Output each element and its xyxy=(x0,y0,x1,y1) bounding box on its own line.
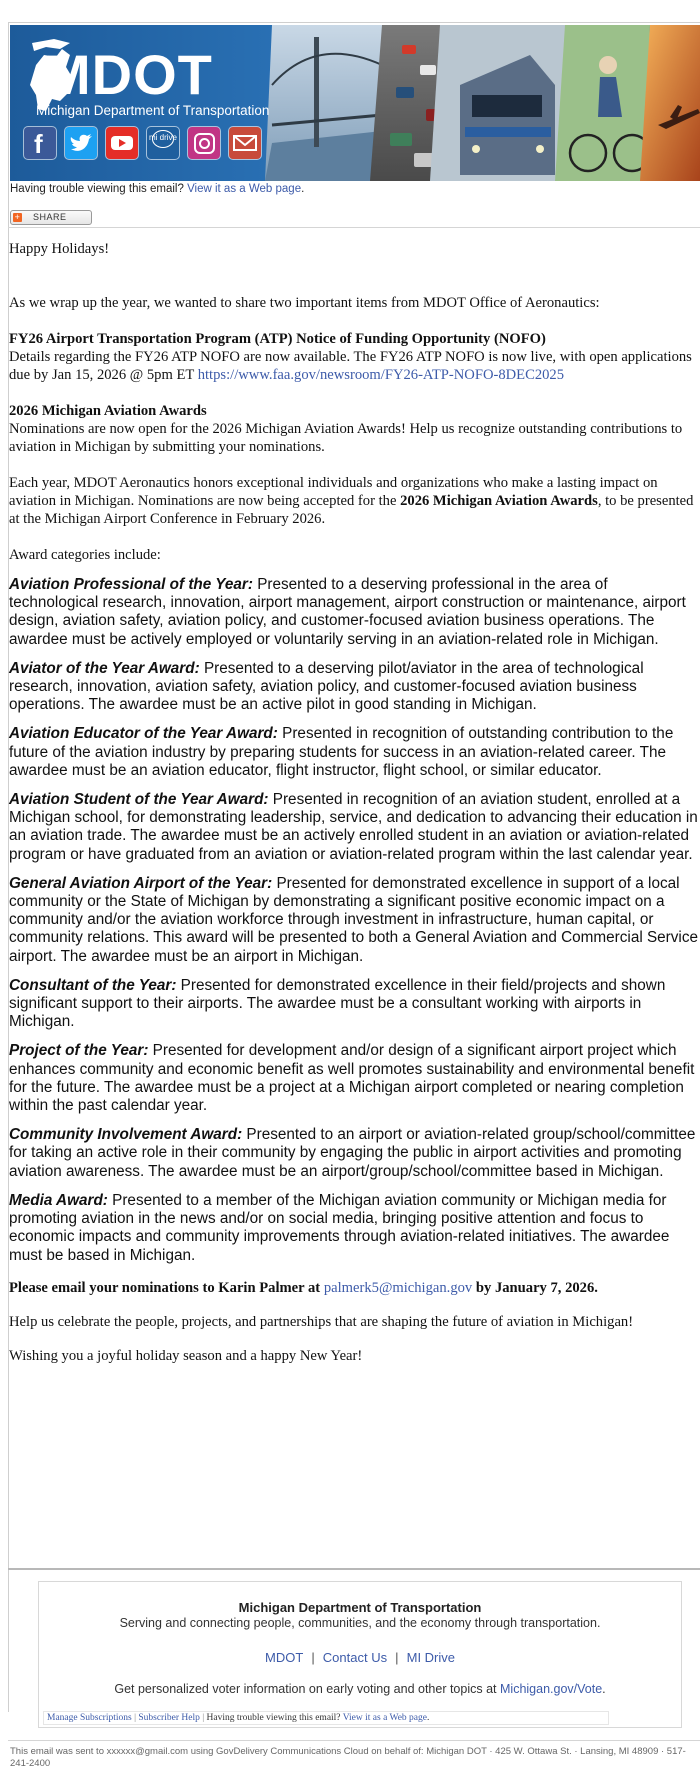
footer-org: Michigan Department of Transportation xyxy=(238,1600,482,1615)
nofo-text: Details regarding the FY26 ATP NOFO are now available. The FY26 ATP NOFO is now live, with open applications due by Jan 15, 2026 @ 5pm ET https://www.faa.gov/newsroom/FY26-ATP-NOFO-8DEC2025 xyxy=(9,349,692,383)
closing-text: Wishing you a joyful holiday season and a happy New Year! xyxy=(9,1347,363,1364)
intro-text: As we wrap up the year, we wanted to share two important items from MDOT Office of Aeronautics: xyxy=(9,295,600,311)
category-list xyxy=(9,576,699,1265)
category-item: General Aviation Airport of the Year: Presented for demonstrated excellence in support of a local community or the State of Michigan by demonstrating a significant positive economic impact on a community and/or the aviation workforce through investment in infrastructure, human capital, or community relations. This award will be presented to both a General Aviation and Commercial Service airport. The awardee must be an airport in Michigan. xyxy=(9,874,698,965)
facebook-icon[interactable]: f xyxy=(24,127,56,159)
view-web-page-link[interactable]: View it as a Web page xyxy=(187,183,302,195)
mdot-subtitle: Michigan Department of Transportation xyxy=(36,103,270,118)
divider xyxy=(8,227,700,228)
footer-web-page-link[interactable]: View it as a Web page xyxy=(342,1713,427,1723)
subscriber-help-link[interactable]: Subscriber Help xyxy=(138,1713,200,1723)
nofo-link[interactable]: https://www.faa.gov/newsroom/FY26-ATP-NOFO-8DEC2025 xyxy=(197,367,565,383)
email-body xyxy=(9,240,699,1365)
categories-intro: Award categories include: xyxy=(9,547,161,563)
category-item: Community Involvement Award: Presented to an airport or aviation-related group/school/committee for taking an active role in their community by engaging the public in airport activities and promoting aviation awareness. The awardee must be an airport/group/school/committee based in Michigan. xyxy=(9,1126,696,1180)
divider xyxy=(8,1568,700,1570)
mdot-logo: MDOT xyxy=(44,43,213,106)
share-button[interactable]: + SHARE xyxy=(10,210,92,225)
footer-tagline: Serving and connecting people, communities, and the economy through transportation. xyxy=(119,1616,601,1630)
category-item: Aviation Professional of the Year: Presented to a deserving professional in the area of technological research, innovation, airport management, airport construction or maintenance, airport design, aviation safety, aviation policy, and customer-focused aviation business operations. The awardee must be actively employed or voluntarily serving in an aviation-related role in Michigan. xyxy=(9,576,686,648)
email-nominations: Please email your nominations to Karin Palmer at palmerk5@michigan.gov by January 7, 2026. xyxy=(9,1279,598,1296)
category-item: Project of the Year: Presented for development and/or design of a significant airport project which enhances community and economic benefit as well promotes sustainability and environmental benefit for the future. The awardee must be a project at a Michigan airport completed or nearing completion within the past calendar year. xyxy=(9,1042,695,1115)
footer-link-mi-drive[interactable]: MI Drive xyxy=(406,1650,455,1665)
footer-link-contact[interactable]: Contact Us xyxy=(322,1650,388,1665)
category-item: Aviator of the Year Award: Presented to a deserving pilot/aviator in the area of technological research, innovation, aviation safety, aviation policy, and customer-focused aviation business operations. The awardee must be an active pilot in good standing in Michigan. xyxy=(9,659,644,714)
awards-text: Nominations are now open for the 2026 Michigan Aviation Awards! Help us recognize outstanding contributions to aviation in Michigan by submitting your nominations. xyxy=(9,421,683,455)
voter-link[interactable]: Michigan.gov/Vote xyxy=(500,1682,603,1696)
youtube-icon[interactable] xyxy=(106,127,138,159)
category-item: Consultant of the Year: Presented for demonstrated excellence in their field/projects and shown significant support to their airports. The awardee must be a consultant working with airports in Michigan. xyxy=(9,976,666,1031)
category-item: Aviation Educator of the Year Award: Presented in recognition of outstanding contribution to the future of the aviation industry by preparing students for success in an aviation-related career. The awardee must be an aviation educator, flight instructor, flight school, or similar educator. xyxy=(9,725,674,779)
email-icon[interactable] xyxy=(229,127,261,159)
category-item: Aviation Student of the Year Award: Presented in recognition of an aviation student, enrolled at a Michigan school, for demonstrating leadership, service, and dedication to advancing their education in an aviation trade. The awardee must be an actively enrolled student in an aviation or aviation-related program or have graduated from an aviation or aviation-related program within the last calendar year. xyxy=(9,791,698,863)
nomination-email-link[interactable]: palmerk5@michigan.gov xyxy=(323,1279,473,1296)
instagram-icon[interactable] xyxy=(188,127,220,159)
subscription-bar: Manage Subscriptions | Subscriber Help | Having trouble viewing this email? View it as a Web page. xyxy=(43,1711,609,1725)
category-item: Media Award: Presented to a member of the Michigan aviation community or Michigan media for promoting aviation in the news and/or on social media, bringing positive attention and focus to economic impacts and community improvements through aviation-related initiatives. The awardee must be based in Michigan. xyxy=(9,1191,670,1264)
sent-to-note: This email was sent to xxxxxx@gmail.com using GovDelivery Communications Cloud on behalf of: Michigan DOT · 425 W. Ottawa St. · Lansing, MI 48909 · 517-241-2400 xyxy=(10,1746,686,1769)
plus-icon: + xyxy=(14,212,21,222)
nofo-heading: FY26 Airport Transportation Program (ATP) Notice of Funding Opportunity (NOFO) xyxy=(9,331,546,347)
awards-heading: 2026 Michigan Aviation Awards xyxy=(9,403,207,419)
voter-info: Get personalized voter information on early voting and other topics at Michigan.gov/Vote. xyxy=(114,1682,606,1696)
twitter-icon[interactable] xyxy=(65,127,97,159)
mi-drive-icon[interactable]: mi drive xyxy=(147,127,179,159)
manage-subscriptions-link[interactable]: Manage Subscriptions xyxy=(47,1713,132,1723)
divider xyxy=(8,1740,700,1741)
trouble-viewing-bar: Having trouble viewing this email? View it as a Web page. xyxy=(10,183,305,195)
honors-text: Each year, MDOT Aeronautics honors exceptional individuals and organizations who make a lasting impact on aviation in Michigan. Nominations are now being accepted for the 2026 Michigan Aviation Awards, to be presented at the Michigan Airport Conference in February 2026. xyxy=(9,475,694,527)
celebrate-text: Help us celebrate the people, projects, and partnerships that are shaping the future of aviation in Michigan! xyxy=(9,1313,634,1330)
footer-link-mdot[interactable]: MDOT xyxy=(264,1650,304,1665)
greeting: Happy Holidays! xyxy=(9,241,110,257)
footer xyxy=(38,1581,682,1728)
footer-links: MDOT | Contact Us | MI Drive xyxy=(264,1650,455,1665)
